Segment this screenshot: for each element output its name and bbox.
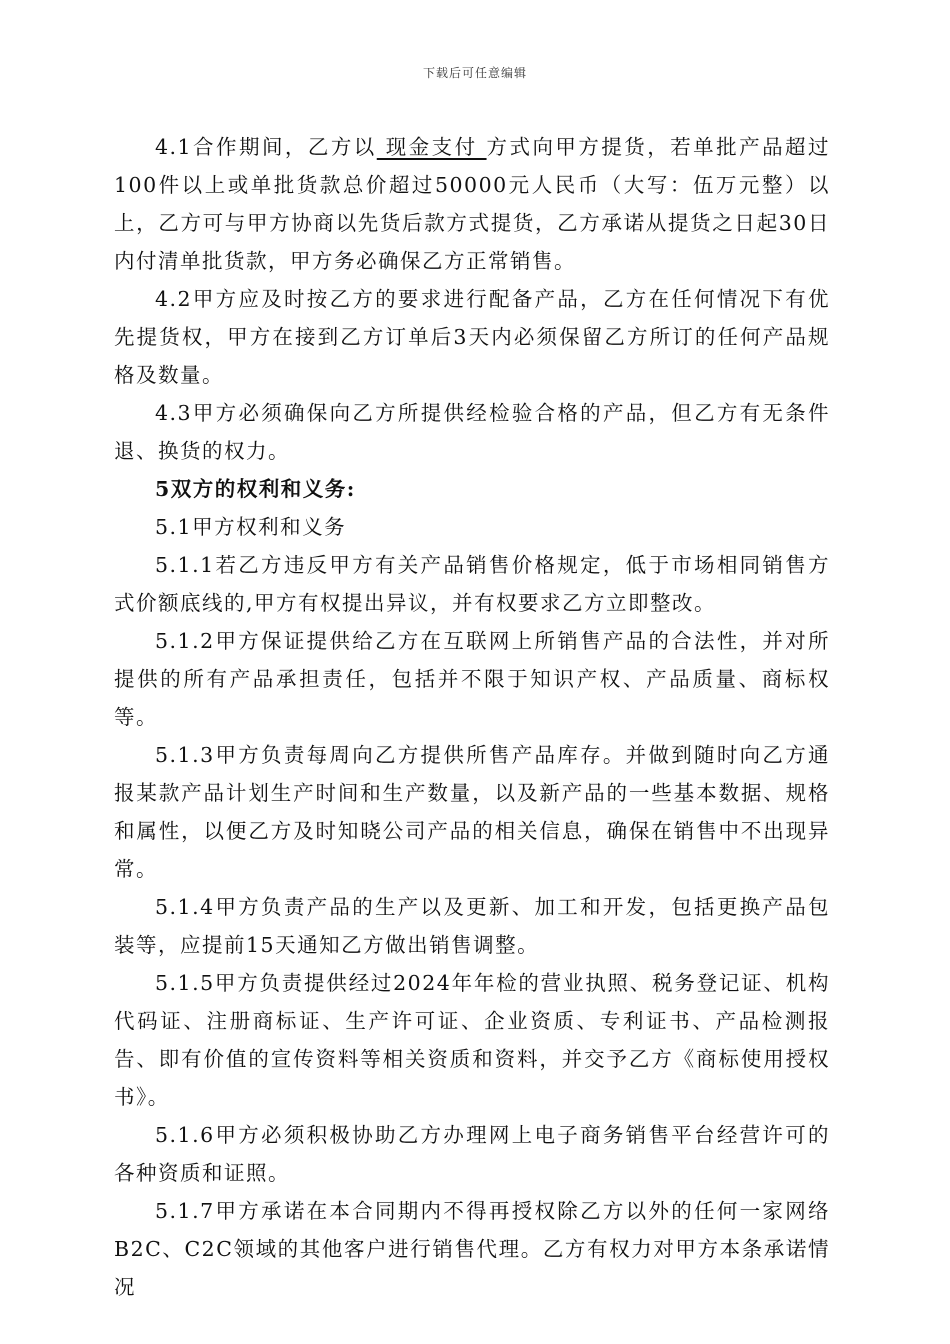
document-body xyxy=(114,128,830,1306)
clause-5-1-3: 5.1.3甲方负责每周向乙方提供所售产品库存。并做到随时向乙方通报某款产品计划生产时间和生产数量，以及新产品的一些基本数据、规格和属性，以便乙方及时知晓公司产品的相关信息，确保在销售中不出现异常。 xyxy=(114,743,830,881)
clause-4-1 xyxy=(114,128,830,280)
clause-4-1-text-before: 4.1合作期间，乙方以 xyxy=(155,135,377,159)
clause-5-1-5: 5.1.5甲方负责提供经过2024年年检的营业执照、税务登记证、机构代码证、注册商标证、生产许可证、企业资质、专利证书、产品检测报告、即有价值的宣传资料等相关资质和资料，并交予乙方《商标使用授权书》。 xyxy=(114,971,830,1109)
subsection-5-1-heading: 5.1甲方权利和义务 xyxy=(155,515,347,539)
page-header: 下载后可任意编辑 xyxy=(422,66,527,80)
clause-4-2: 4.2甲方应及时按乙方的要求进行配备产品，乙方在任何情况下有优先提货权，甲方在接到乙方订单后3天内必须保留乙方所订的任何产品规格及数量。 xyxy=(114,287,830,387)
clause-4-3: 4.3甲方必须确保向乙方所提供经检验合格的产品，但乙方有无条件退、换货的权力。 xyxy=(114,401,830,463)
clause-4-1-text-after: 方式向甲方提货，若单批产品超过100件以上或单批货款总价超过50000元人民币（大写：伍万元整）以上，乙方可与甲方协商以先货后款方式提货，乙方承诺从提货之日起30日内付清单批货款，甲方务必确保乙方正常销售。 xyxy=(114,135,830,273)
clause-5-1-2: 5.1.2甲方保证提供给乙方在互联网上所销售产品的合法性，并对所提供的所有产品承担责任，包括并不限于知识产权、产品质量、商标权等。 xyxy=(114,629,830,729)
payment-method-underlined: 现金支付 xyxy=(376,135,487,159)
clause-5-1-7: 5.1.7甲方承诺在本合同期内不得再授权除乙方以外的任何一家网络B2C、C2C领域的其他客户进行销售代理。乙方有权力对甲方本条承诺情况 xyxy=(114,1199,830,1299)
section-5-heading: 5双方的权利和义务: xyxy=(155,477,356,501)
clause-5-1-1: 5.1.1若乙方违反甲方有关产品销售价格规定，低于市场相同销售方式价额底线的,甲方有权提出异议，并有权要求乙方立即整改。 xyxy=(114,553,830,615)
clause-5-1-6: 5.1.6甲方必须积极协助乙方办理网上电子商务销售平台经营许可的各种资质和证照。 xyxy=(114,1123,830,1185)
clause-5-1-4: 5.1.4甲方负责产品的生产以及更新、加工和开发，包括更换产品包装等，应提前15天通知乙方做出销售调整。 xyxy=(114,895,830,957)
